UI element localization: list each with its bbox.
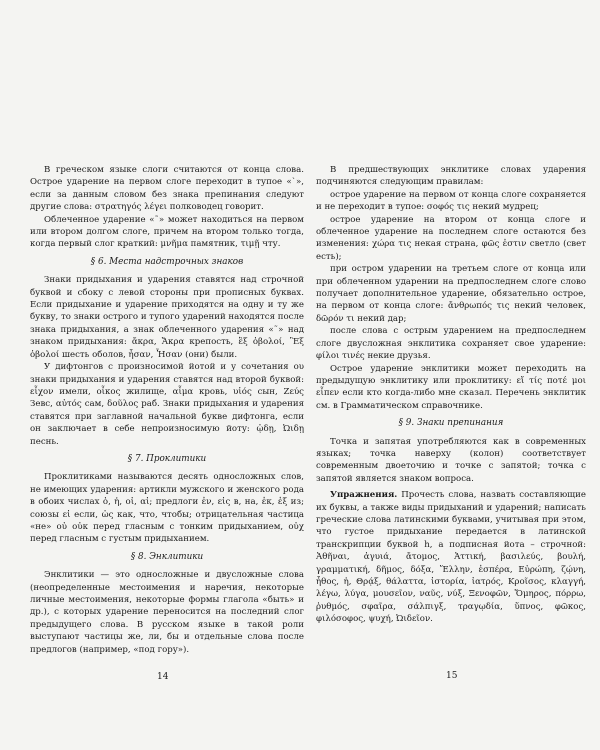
left-paragraph-3: Знаки придыхания и ударения ставятся над строчной буквой и сбоку с левой стороны при прописных буквах. Если придыхание и ударение приходятся на одну и ту же букву, то знаки острого и тупого ударений находятся после знака придыхания, а знак облеченного ударения «῀» над знаком придыхания: ἄκρα, Ἄκρα крепость, ἓξ ὀβολοί, Ἓξ ὀβολοί шесть оболов, ἦσαν, Ἦσαν (они) были. (30, 275, 304, 360)
section-8-heading: § 8. Энклитики (130, 551, 204, 562)
right-paragraph-4: при остром ударении на третьем слоге от конца или при облеченном ударении на предпоследнем слоге слово получает дополнительное ударение, обязательно острое, на первом от конца слоге: ἄνθρωπός τις некий человек, δῶρόν τι некий дар; (316, 264, 586, 324)
section-7-heading: § 7. Проклитики (127, 453, 207, 464)
page-number-right: 15 (446, 671, 458, 681)
right-paragraph-6: Острое ударение энклитики может переходить на предыдущую энклитику или проклитику: εἴ τίς ποτέ μοι εἶπεν если кто когда-либо мне сказал. Перечень энклитик см. в Грамматическом справочнике. (316, 363, 586, 411)
section-9-heading: § 9. Знаки препинания (398, 418, 504, 429)
exercises-paragraph (316, 489, 586, 625)
right-paragraph-1: В предшествующих энклитике словах ударения подчиняются следующим правилам: (316, 165, 586, 188)
right-paragraph-5: после слова с острым ударением на предпоследнем слоге двусложная энклитика сохраняет свое ударение: φίλοι τινές некие друзья. (316, 326, 586, 362)
page-number-left: 14 (157, 672, 169, 682)
exercises-label: Упражнения. (330, 490, 398, 501)
left-paragraph-1: В греческом языке слоги считаются от конца слова. Острое ударение на первом слоге переходит в тупое «`», если за данным словом без знака препинания следуют другие слова: στρατηγός λέγει полководец говорит. (30, 165, 304, 213)
left-paragraph-2: Облеченное ударение «῀» может находиться на первом или втором долгом слоге, причем на втором только тогда, когда первый слог краткий: μνῆμα памятник, τιμῇ чту. (30, 214, 304, 250)
right-paragraph-7: Точка и запятая употребляются как в современных языках; точка наверху (колон) соответствует современным двоеточию и точке с запятой; точка с запятой является знаком вопроса. (316, 436, 586, 484)
left-paragraph-5: Проклитиками называются десять односложных слов, не имеющих ударения: артикли мужского и женского рода в обоих числах ὁ, ἡ, οἱ, αἱ; предлоги ἐν, εἰς в, на, ἐκ, ἐξ из; союзы εἰ если, ὡς как, что, чтобы; отрицательная частица «не» οὐ οὐκ перед гласным с тонким придыханием, οὐχ перед гласным с густым придыханием. (30, 472, 304, 545)
right-paragraph-2: острое ударение на первом от конца слоге сохраняется и не переходит в тупое: σοφός τις некий мудрец; (316, 189, 586, 213)
left-paragraph-4: У дифтонгов с произносимой йотой и у сочетания ου знаки придыхания и ударения ставятся над второй буквой: εἶχον имели, οἶκος жилище, αἷμα кровь, υἱός сын, Ζεύς Зевс, αὐτός сам, δοῦλος раб. Знаки придыхания и ударения ставятся при заглавной начальной букве дифтонга, если он заключает в себе непроизносимую йоту: ᾠδῃ, Ὠιδῃ песнь. (30, 362, 304, 447)
section-6-heading: § 6. Места надстрочных знаков (90, 256, 244, 267)
right-paragraph-3: острое ударение на втором от конца слоге и облеченное ударение на последнем слоге остаются без изменения: χώρα τις некая страна, φῶς ἐστιν светло (свет есть); (316, 214, 586, 262)
left-page (30, 164, 304, 656)
exercises-text: Прочесть слова, назвать составляющие их буквы, а также виды придыханий и ударений; написать греческие слова латинскими буквами, учитывая при этом, что густое придыхание передается в латинской транскрипции буквой h, а подписная йота – строчной: Ἀθῆναι, ἀγυιά, ἄτομος, Ἀττική, βασιλεύς, βουλή, γραμματική, δῆμος, δόξα, Ἕλλην, ἑσπέρα, Εὐρώπη, ζῴνη, ἦθος, ἡ, Θρᾴξ, θάλαττα, ἱστορία, ἰατρός, Κροῖσος, κλαγγή, λέγω, λύγα, μουσεῖον, ναῦς, νύξ, Ξενοφῶν, Ὅμηρος, πόρρω, ῥυθμός, σφαῖρα, σάλπιγξ, τραγῳδία, ὕπνος, φῶκος, φιλόσοφος, ψυχή, Ὠιδεῖον. (316, 490, 586, 625)
right-page (316, 164, 586, 626)
left-paragraph-6: Энклитики — это односложные и двусложные слова (неопределенные местоимения и наречия, некоторые личные местоимения, некоторые формы глагола «быть» и др.), с которых ударение переносится на последний слог предыдущего слова. В русском языке в такой роли выступают частицы же, ли, бы и отдельные слова после предлогов (например, «под гору»). (30, 570, 304, 655)
